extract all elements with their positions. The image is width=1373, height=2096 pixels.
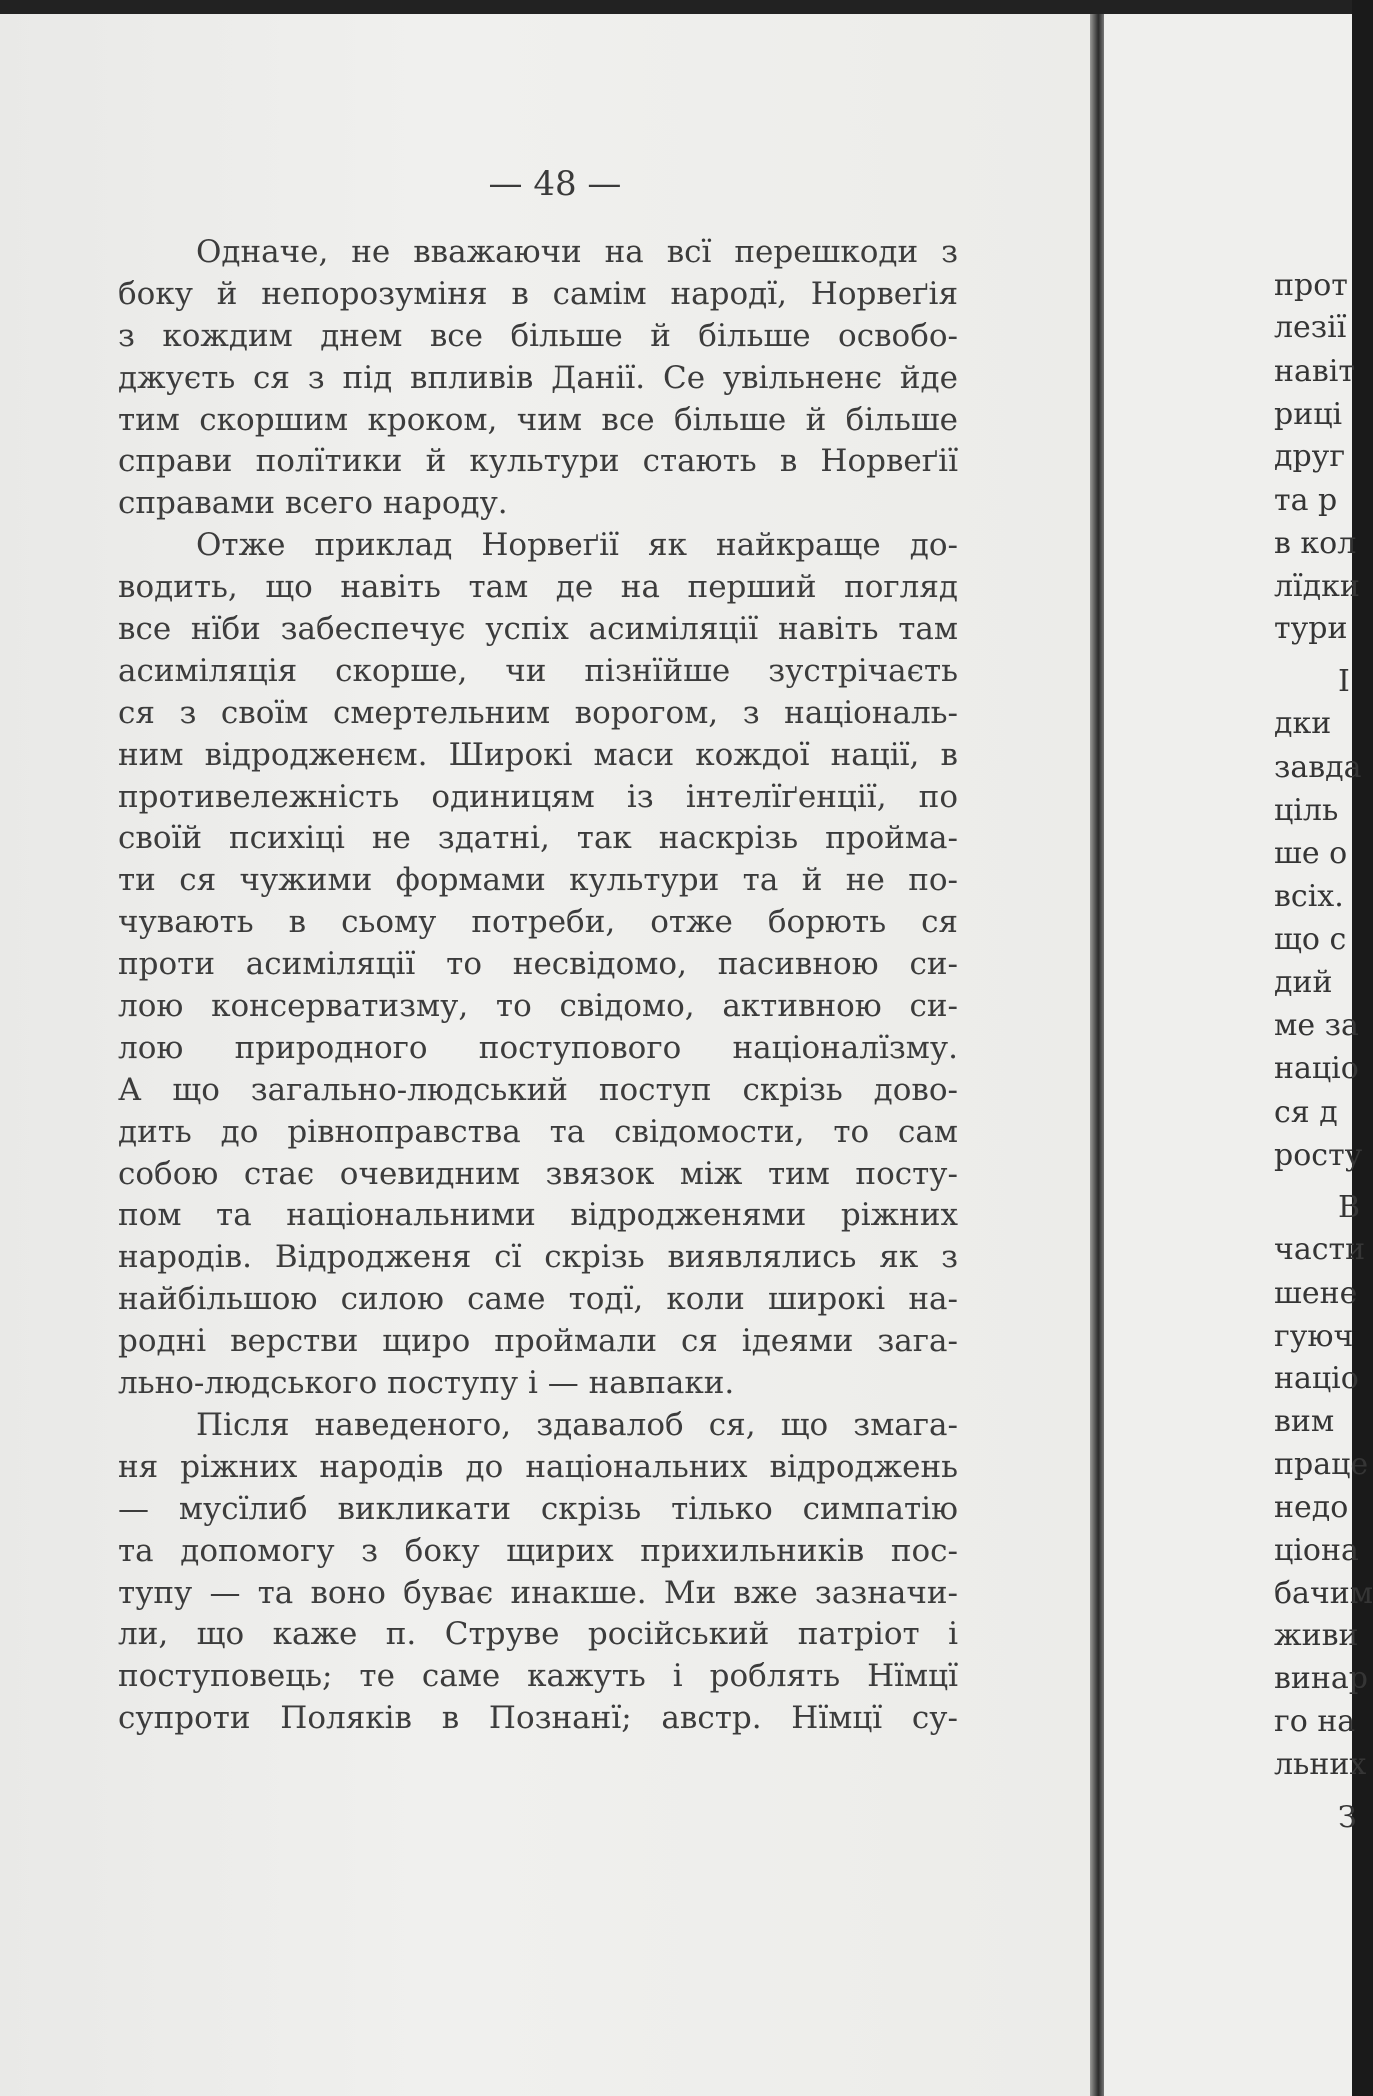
text-line: та р bbox=[1274, 483, 1338, 518]
text-line: лезії bbox=[1274, 310, 1347, 345]
text-line: росту bbox=[1274, 1138, 1363, 1173]
text-line: пом та національними відродженями ріжних bbox=[118, 1197, 958, 1234]
text-line: ціона bbox=[1274, 1533, 1359, 1568]
text-line: що с bbox=[1274, 922, 1347, 957]
text-line: Одначе, не вважаючи на всї перешкоди з bbox=[196, 234, 958, 270]
text-line: бачим bbox=[1274, 1576, 1373, 1611]
text-line: народів. Відродженя сї скрізь виявлялись як з bbox=[118, 1239, 958, 1276]
book-spine bbox=[1090, 14, 1104, 2096]
text-line: все нїби забеспечує успіх асиміляції навіть там bbox=[118, 611, 958, 648]
text-line: та допомогу з боку щирих прихильників пос- bbox=[118, 1532, 958, 1569]
text-line: асиміляція скорше, чи пізнїйше зустрічаєть bbox=[118, 652, 958, 689]
text-line: гуюч bbox=[1274, 1319, 1354, 1354]
text-line: А що загально-людський поступ скрізь дово- bbox=[118, 1071, 958, 1108]
text-line: лою природного поступового націоналїзму. bbox=[118, 1029, 958, 1066]
text-line: шене bbox=[1274, 1276, 1358, 1311]
text-line: собою стає очевидним звязок між тим посту- bbox=[118, 1155, 958, 1192]
text-line: націо bbox=[1274, 1361, 1359, 1396]
text-line: завда bbox=[1274, 750, 1362, 785]
text-line: поступовець; те саме кажуть і роблять Нїмцї bbox=[118, 1658, 958, 1695]
text-line: водить, що навіть там де на перший погляд bbox=[118, 569, 958, 606]
text-line: противележність одиницям із інтелїґенції, по bbox=[118, 778, 958, 815]
text-line: части bbox=[1274, 1232, 1366, 1267]
text-line: проти асиміляції то несвідомо, пасивною си- bbox=[118, 946, 958, 983]
text-line: тури bbox=[1274, 611, 1348, 646]
text-line: І bbox=[1338, 664, 1350, 699]
text-line: ме за bbox=[1274, 1008, 1359, 1043]
text-line: — мусїлиб викликати скрізь тілько симпатію bbox=[118, 1490, 958, 1527]
text-line: ше о bbox=[1274, 836, 1348, 871]
text-line: В bbox=[1338, 1190, 1361, 1225]
page-number: — 48 — bbox=[488, 164, 622, 204]
text-line: дий bbox=[1274, 965, 1333, 1000]
text-line: дить до рівноправства та свідомости, то сам bbox=[118, 1113, 958, 1150]
text-line: боку й непорозуміня в самім народї, Норвеґія bbox=[118, 275, 958, 312]
right-page-text bbox=[1104, 14, 1373, 2096]
text-line: льних bbox=[1274, 1747, 1367, 1782]
text-line: живи bbox=[1274, 1618, 1359, 1653]
text-line: найбільшою силою саме тодї, коли широкі на- bbox=[118, 1281, 958, 1318]
text-line: прот bbox=[1274, 268, 1348, 303]
text-line: льно-людського поступу і — навпаки. bbox=[118, 1365, 735, 1402]
text-line: ли, що каже п. Струве російський патріот і bbox=[118, 1616, 958, 1653]
text-line: справами всего народу. bbox=[118, 485, 508, 522]
text-line: лїдки bbox=[1274, 569, 1360, 604]
text-line: родні верстви щиро проймали ся ідеями зага- bbox=[118, 1323, 958, 1360]
text-line: лою консерватизму, то свідомо, активною си- bbox=[118, 988, 958, 1025]
text-line: в кол bbox=[1274, 526, 1357, 561]
text-line: націо bbox=[1274, 1051, 1359, 1086]
left-page-text bbox=[118, 232, 958, 1740]
text-line: риці bbox=[1274, 397, 1343, 432]
text-line: дки bbox=[1274, 706, 1332, 741]
top-border bbox=[0, 0, 1352, 14]
text-line: тим скоршим кроком, чим все більше й більше bbox=[118, 401, 958, 438]
text-line: тупу — та воно буває инакше. Ми вже зазначи- bbox=[118, 1574, 958, 1611]
text-line: ним відродженєм. Широкі маси кождої нації, в bbox=[118, 736, 958, 773]
text-line: супроти Поляків в Познанї; австр. Нїмцї су- bbox=[118, 1700, 958, 1737]
text-line: навіт bbox=[1274, 354, 1355, 389]
text-line: всіх. bbox=[1274, 879, 1344, 914]
text-line: ня ріжних народів до національних відроджень bbox=[118, 1448, 958, 1485]
text-line: Отже приклад Норвеґії як найкраще до- bbox=[196, 527, 958, 564]
text-line: ціль bbox=[1274, 793, 1339, 828]
text-line: чувають в сьому потреби, отже борють ся bbox=[118, 904, 958, 941]
text-line: ти ся чужими формами культури та й не по- bbox=[118, 862, 958, 899]
text-line: ся д bbox=[1274, 1095, 1338, 1130]
text-line: друг bbox=[1274, 439, 1346, 474]
text-line: вим bbox=[1274, 1404, 1335, 1439]
text-line: винар bbox=[1274, 1661, 1368, 1696]
text-line: недо bbox=[1274, 1490, 1349, 1525]
text-line: праце bbox=[1274, 1447, 1369, 1482]
text-line: З bbox=[1338, 1800, 1357, 1835]
text-line: го на bbox=[1274, 1704, 1356, 1739]
text-line: своїй психіці не здатні, так наскрізь пройма- bbox=[118, 820, 958, 857]
text-line: джуєть ся з під впливів Данії. Се увільненє йде bbox=[118, 359, 958, 396]
text-line: Після наведеного, здавалоб ся, що змага- bbox=[196, 1406, 958, 1443]
text-line: ся з своїм смертельним ворогом, з національ- bbox=[118, 694, 958, 731]
text-line: з кождим днем все більше й більше освобо- bbox=[118, 317, 958, 354]
text-line: справи полїтики й культури стають в Норвеґії bbox=[118, 443, 958, 480]
